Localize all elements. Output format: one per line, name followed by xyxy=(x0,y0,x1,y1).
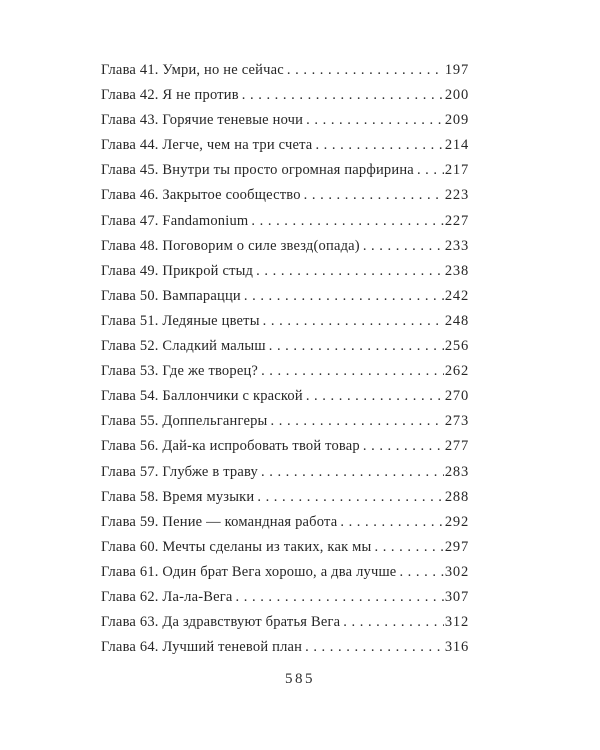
toc-entry-page-number: 217 xyxy=(444,162,469,179)
toc-entry-title: Глава 47. Fandamonium xyxy=(101,212,249,229)
toc-entry xyxy=(101,384,469,409)
toc-entry-title: Глава 56. Дай-ка испробовать твой товар xyxy=(101,438,360,455)
dot-leader xyxy=(263,309,444,334)
toc-entry-page-number: 312 xyxy=(444,614,469,631)
toc-entry-page-number: 262 xyxy=(444,363,469,380)
dot-leader xyxy=(261,460,444,485)
toc-entry-title: Глава 49. Прикрой стыд xyxy=(101,262,254,279)
toc-entry-title: Глава 58. Время музыки xyxy=(101,488,255,505)
toc-entry-page-number: 233 xyxy=(444,237,469,254)
toc-entry-page-number: 248 xyxy=(444,312,469,329)
dot-leader xyxy=(304,183,444,208)
dot-leader xyxy=(242,83,444,108)
dot-leader xyxy=(315,133,443,158)
toc-entry-title: Глава 50. Вампарацци xyxy=(101,287,241,304)
dot-leader xyxy=(256,259,444,284)
dot-leader xyxy=(261,359,444,384)
toc-entry-title: Глава 61. Один брат Вега хорошо, а два лучше xyxy=(101,563,397,580)
dot-leader xyxy=(244,284,444,309)
toc-entry-title: Глава 51. Ледяные цветы xyxy=(101,312,260,329)
toc-entry xyxy=(101,635,469,660)
toc-entry-page-number: 277 xyxy=(444,438,469,455)
toc-entry-title: Глава 45. Внутри ты просто огромная парфирина xyxy=(101,162,414,179)
dot-leader xyxy=(306,384,444,409)
toc-entry-page-number: 223 xyxy=(444,187,469,204)
dot-leader xyxy=(236,585,444,610)
toc-entry-page-number: 209 xyxy=(444,112,469,129)
toc-entry-title: Глава 52. Сладкий малыш xyxy=(101,338,266,355)
toc-entry-title: Глава 42. Я не против xyxy=(101,87,239,104)
toc-entry-page-number: 292 xyxy=(444,513,469,530)
toc-entry-page-number: 270 xyxy=(444,388,469,405)
toc-entry xyxy=(101,610,469,635)
dot-leader xyxy=(374,535,443,560)
toc-entry-title: Глава 55. Доппельгангеры xyxy=(101,413,268,430)
toc-entry xyxy=(101,560,469,585)
toc-entry-title: Глава 54. Баллончики с краской xyxy=(101,388,303,405)
toc-entry-page-number: 256 xyxy=(444,338,469,355)
toc-entry-title: Глава 43. Горячие теневые ночи xyxy=(101,112,304,129)
toc-entry-title: Глава 64. Лучший теневой план xyxy=(101,639,303,656)
toc-entry xyxy=(101,108,469,133)
toc-entry-page-number: 200 xyxy=(444,87,469,104)
toc-entry-page-number: 273 xyxy=(444,413,469,430)
toc-entry xyxy=(101,334,469,359)
toc-entry-title: Глава 60. Мечты сделаны из таких, как мы xyxy=(101,538,372,555)
toc-entry xyxy=(101,83,469,108)
dot-leader xyxy=(305,635,444,660)
dot-leader xyxy=(269,334,444,359)
toc-entry xyxy=(101,309,469,334)
dot-leader xyxy=(417,158,444,183)
folio-page-number: 585 xyxy=(285,671,315,687)
dot-leader xyxy=(306,108,444,133)
dot-leader xyxy=(287,58,444,83)
toc-entry-title: Глава 53. Где же творец? xyxy=(101,363,259,380)
toc-entry xyxy=(101,460,469,485)
toc-entry xyxy=(101,234,469,259)
toc-entry-page-number: 283 xyxy=(444,463,469,480)
toc-entry-page-number: 227 xyxy=(444,212,469,229)
toc-entry-page-number: 214 xyxy=(444,137,469,154)
toc-entry-title: Глава 48. Поговорим о силе звезд(опада) xyxy=(101,237,360,254)
toc-entry xyxy=(101,510,469,535)
toc-entry xyxy=(101,284,469,309)
dot-leader xyxy=(257,485,443,510)
toc-entry-title: Глава 59. Пение — командная работа xyxy=(101,513,338,530)
toc-entry-title: Глава 57. Глубже в траву xyxy=(101,463,258,480)
toc-entry xyxy=(101,158,469,183)
toc-entry-page-number: 302 xyxy=(444,563,469,580)
toc-entry xyxy=(101,585,469,610)
toc-entry xyxy=(101,359,469,384)
table-of-contents xyxy=(101,58,469,660)
toc-entry xyxy=(101,535,469,560)
toc-entry-page-number: 197 xyxy=(444,62,469,78)
toc-entry xyxy=(101,209,469,234)
dot-leader xyxy=(271,409,444,434)
toc-entry-title: Глава 63. Да здравствуют братья Вега xyxy=(101,614,341,631)
toc-entry xyxy=(101,485,469,510)
toc-entry-page-number: 316 xyxy=(444,639,469,656)
toc-entry-page-number: 307 xyxy=(444,588,469,605)
toc-entry xyxy=(101,133,469,158)
dot-leader xyxy=(399,560,443,585)
toc-entry xyxy=(101,183,469,208)
toc-entry xyxy=(101,259,469,284)
toc-entry-page-number: 297 xyxy=(444,538,469,555)
toc-entry-title: Глава 62. Ла-ла-Вега xyxy=(101,588,233,605)
dot-leader xyxy=(363,234,444,259)
toc-entry xyxy=(101,58,469,83)
toc-entry-page-number: 242 xyxy=(444,287,469,304)
dot-leader xyxy=(340,510,444,535)
toc-entry-title: Глава 44. Легче, чем на три счета xyxy=(101,137,313,154)
toc-entry-page-number: 238 xyxy=(444,262,469,279)
dot-leader xyxy=(251,209,443,234)
toc-entry-page-number: 288 xyxy=(444,488,469,505)
toc-entry xyxy=(101,409,469,434)
toc-entry xyxy=(101,434,469,459)
dot-leader xyxy=(363,434,444,459)
toc-entry-title: Глава 41. Умри, но не сейчас xyxy=(101,62,284,78)
dot-leader xyxy=(343,610,444,635)
toc-entry-title: Глава 46. Закрытое сообщество xyxy=(101,187,301,204)
